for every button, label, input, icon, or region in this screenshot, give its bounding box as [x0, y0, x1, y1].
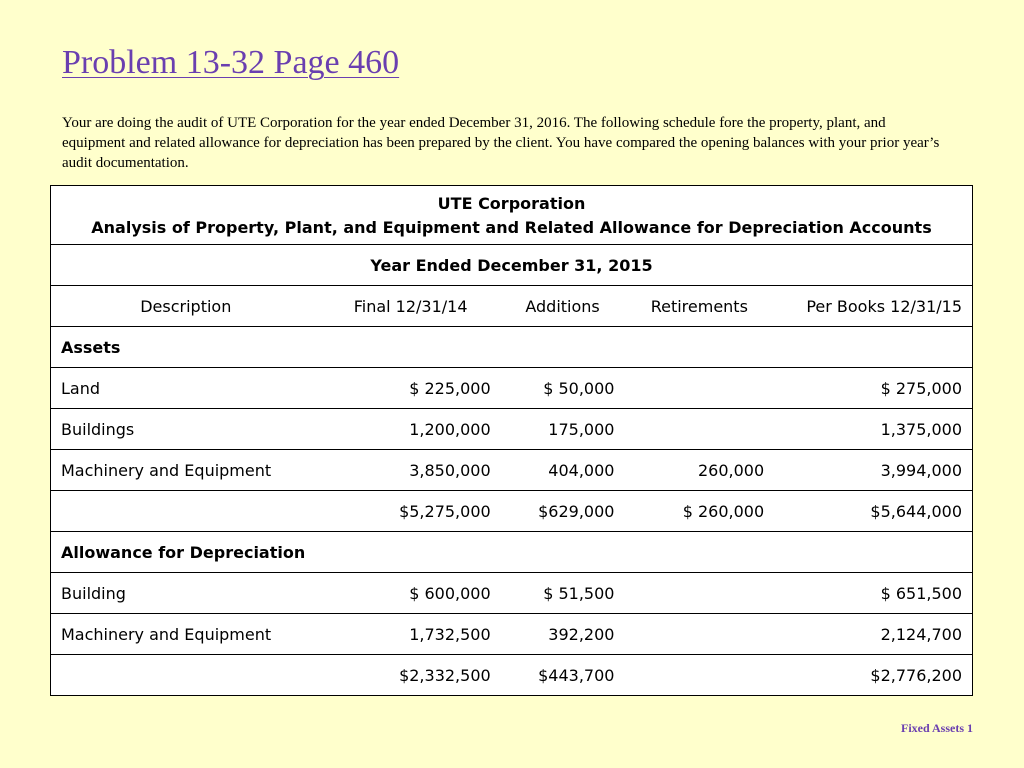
slide-title: Problem 13-32 Page 460	[62, 44, 400, 81]
cell-per-books: 2,124,700	[774, 614, 972, 655]
table-title	[51, 186, 973, 245]
cell-retirements: 260,000	[624, 450, 774, 491]
column-header: Description	[51, 286, 321, 327]
ppe-schedule-table	[50, 185, 973, 696]
section-label: Allowance for Depreciation	[51, 532, 973, 573]
total-row-allowance	[51, 655, 973, 696]
row-description: Buildings	[51, 409, 321, 450]
column-header-row	[51, 286, 973, 327]
column-header: Additions	[501, 286, 625, 327]
cell-final: 1,732,500	[321, 614, 501, 655]
row-description: Machinery and Equipment	[51, 614, 321, 655]
table-row	[51, 368, 973, 409]
row-description: Building	[51, 573, 321, 614]
slide-footer: Fixed Assets 1	[901, 721, 973, 735]
period-label: Year Ended December 31, 2015	[51, 245, 973, 286]
company-name: UTE Corporation	[437, 194, 586, 213]
cell-retirements: $ 260,000	[624, 491, 774, 532]
cell-additions: $443,700	[501, 655, 625, 696]
cell-per-books: 1,375,000	[774, 409, 972, 450]
row-description	[51, 655, 321, 696]
intro-paragraph: Your are doing the audit of UTE Corporation for the year ended December 31, 2016. The following schedule fore the property, plant, and equipment and related allowance for depreciation has been prepared by the client. You have compared the opening balances with your prior year’s audit documentation.	[62, 115, 940, 171]
section-row-assets	[51, 327, 973, 368]
section-row-allowance	[51, 532, 973, 573]
table-row	[51, 573, 973, 614]
table-row	[51, 450, 973, 491]
table-row	[51, 409, 973, 450]
row-description	[51, 491, 321, 532]
cell-per-books: $2,776,200	[774, 655, 972, 696]
row-description: Land	[51, 368, 321, 409]
cell-additions: $629,000	[501, 491, 625, 532]
cell-retirements	[624, 573, 774, 614]
table-row	[51, 614, 973, 655]
column-header: Per Books 12/31/15	[774, 286, 972, 327]
table-title-row	[51, 186, 973, 245]
cell-additions: $ 50,000	[501, 368, 625, 409]
cell-per-books: $ 651,500	[774, 573, 972, 614]
column-header: Retirements	[624, 286, 774, 327]
cell-retirements	[624, 655, 774, 696]
cell-final: 1,200,000	[321, 409, 501, 450]
cell-final: $ 600,000	[321, 573, 501, 614]
cell-retirements	[624, 368, 774, 409]
cell-final: $5,275,000	[321, 491, 501, 532]
cell-per-books: $5,644,000	[774, 491, 972, 532]
cell-additions: 175,000	[501, 409, 625, 450]
section-label: Assets	[51, 327, 973, 368]
period-row	[51, 245, 973, 286]
cell-per-books: 3,994,000	[774, 450, 972, 491]
cell-final: 3,850,000	[321, 450, 501, 491]
cell-per-books: $ 275,000	[774, 368, 972, 409]
cell-final: $2,332,500	[321, 655, 501, 696]
cell-additions: 404,000	[501, 450, 625, 491]
cell-final: $ 225,000	[321, 368, 501, 409]
row-description: Machinery and Equipment	[51, 450, 321, 491]
cell-retirements	[624, 614, 774, 655]
total-row-assets	[51, 491, 973, 532]
cell-additions: 392,200	[501, 614, 625, 655]
cell-retirements	[624, 409, 774, 450]
table-subtitle: Analysis of Property, Plant, and Equipment and Related Allowance for Depreciation Accounts	[91, 218, 932, 237]
column-header: Final 12/31/14	[321, 286, 501, 327]
cell-additions: $ 51,500	[501, 573, 625, 614]
